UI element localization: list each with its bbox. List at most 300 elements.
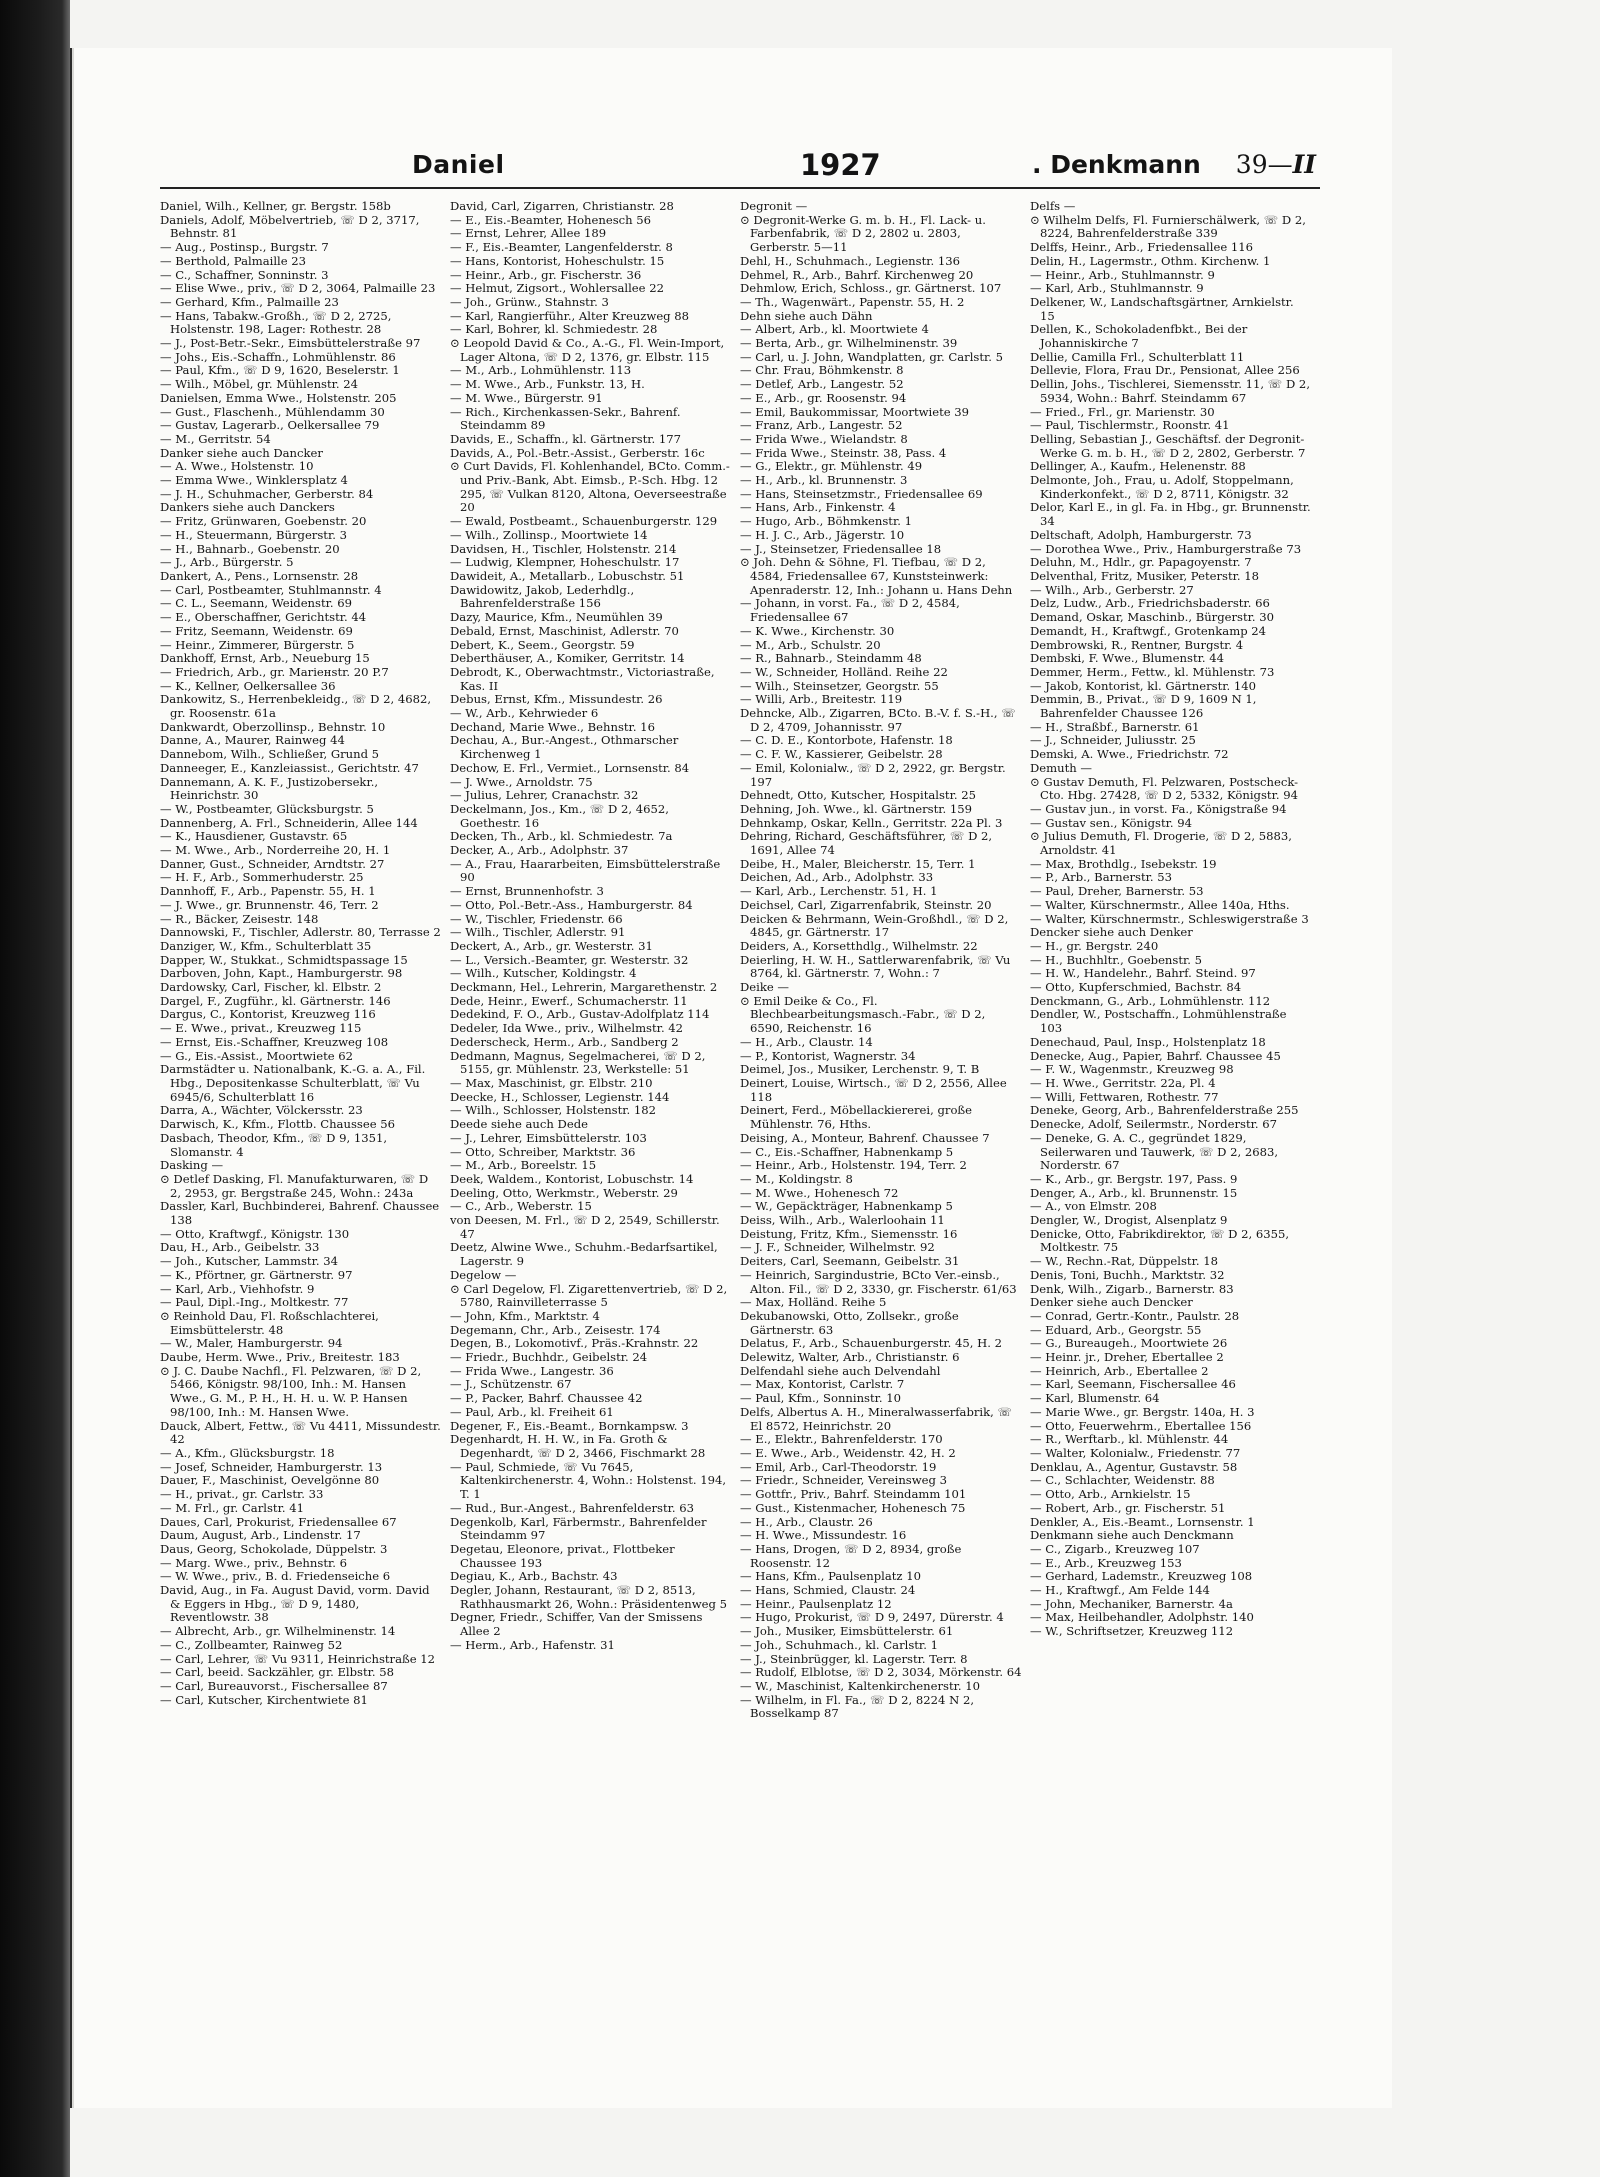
directory-entry: Delfs, Albertus A. H., Mineralwasserfabrik, ☏ El 8572, Heinrichstr. 20 bbox=[740, 1404, 1013, 1433]
directory-entry: Dechow, E. Frl., Vermiet., Lornsenstr. 84 bbox=[450, 760, 690, 775]
directory-entry: — Friedrich, Arb., gr. Mariенstr. 20 P.7 bbox=[160, 664, 389, 679]
directory-entry: Daues, Carl, Prokurist, Friedensallee 67 bbox=[160, 1514, 397, 1529]
page-content bbox=[160, 148, 1320, 2048]
directory-entry: — H., Kraftwgf., Am Felde 144 bbox=[1030, 1583, 1210, 1598]
directory-entry: — Th., Wagenwärt., Papenstr. 55, H. 2 bbox=[740, 294, 965, 309]
directory-entry: — Paul, Dreher, Barnerstr. 53 bbox=[1030, 884, 1204, 899]
directory-entry: ⊙ Gustav Demuth, Fl. Pelzwaren, Postscheck-Cto. Hbg. 27428, ☏ D 2, 5332, Königstr. 94 bbox=[1030, 774, 1299, 803]
directory-entry: — Hans, Kfm., Paulsenplatz 10 bbox=[740, 1569, 921, 1584]
directory-entry: — Fritz, Seemann, Weidenstr. 69 bbox=[160, 623, 353, 638]
directory-entry: Daniels, Adolf, Möbelvertrieb, ☏ D 2, 3717, Behnstr. 81 bbox=[160, 212, 420, 241]
directory-entry: — Wilh., Zollinsp., Moortwiete 14 bbox=[450, 527, 648, 542]
directory-entry: Dehl, H., Schuhmach., Legienstr. 136 bbox=[740, 253, 961, 268]
directory-entry: Dembski, F. Wwe., Blumenstr. 44 bbox=[1030, 651, 1225, 666]
directory-entry: — A., von Elmstr. 208 bbox=[1030, 1199, 1157, 1214]
directory-entry: — Fritz, Grünwaren, Goebenstr. 20 bbox=[160, 514, 367, 529]
directory-entry: — Hans, Kontorist, Hoheschulstr. 15 bbox=[450, 253, 665, 268]
directory-entry: Dekubanowski, Otto, Zollsekr., große Gärtnerstr. 63 bbox=[740, 1308, 959, 1337]
directory-entry: — Ewald, Postbeamt., Schauenburgerstr. 129 bbox=[450, 514, 718, 529]
directory-entry: — Paul, Arb., kl. Freiheit 61 bbox=[450, 1404, 614, 1419]
directory-entry: Dargus, C., Kontorist, Kreuzweg 116 bbox=[160, 1007, 376, 1022]
directory-entry: Denecke, Adolf, Seilermstr., Norderstr. 67 bbox=[1030, 1117, 1278, 1132]
directory-entry: — Karl, Arb., Lerchenstr. 51, H. 1 bbox=[740, 884, 938, 899]
directory-entry: Dehncke, Alb., Zigarren, BCto. B.-V. f. S.-H., ☏ D 2, 4709, Johannisstr. 97 bbox=[740, 706, 1016, 734]
directory-entry: — J. Wwe., Arnoldstr. 75 bbox=[450, 774, 593, 789]
directory-entry: Delmonte, Joh., Frau, u. Adolf, Stoppelmann, Kinderkonfekt., ☏ D 2, 8711, Königstr. 32 bbox=[1030, 473, 1294, 501]
directory-entry: ⊙ Emil Deike & Co., Fl. Blechbearbeitungsmasch.-Fabr., ☏ D 2, 6590, Reichenstr. 16 bbox=[740, 993, 986, 1036]
directory-entry: Debrodt, K., Oberwachtmstr., Victoriastraße, Kas. II bbox=[450, 664, 715, 693]
directory-entry: — Friedr., Buchhdr., Geibelstr. 24 bbox=[450, 1350, 648, 1365]
directory-entry: — H., Buchhltr., Goebenstr. 5 bbox=[1030, 952, 1203, 967]
directory-entry: — C. F. W., Kassierer, Geibelstr. 28 bbox=[740, 747, 943, 762]
directory-entry: Danner, Gust., Schneider, Arndtstr. 27 bbox=[160, 856, 385, 871]
directory-entry: — Johann, in vorst. Fa., ☏ D 2, 4584, Friedensallee 67 bbox=[740, 596, 960, 625]
directory-entry: Dawidowitz, Jakob, Lederhdlg., Bahrenfelderstraße 156 bbox=[450, 582, 635, 611]
directory-entry: — M. Wwe., Hohenesch 72 bbox=[740, 1185, 899, 1200]
directory-entry: — Karl, Rangierführ., Alter Kreuzweg 88 bbox=[450, 308, 690, 323]
directory-entry: — H., Arb., Claustr. 14 bbox=[740, 1034, 873, 1049]
directory-entry: — H., Arb., Claustr. 26 bbox=[740, 1514, 873, 1529]
directory-entry: — W., Gepäckträger, Habnenkamp 5 bbox=[740, 1199, 953, 1214]
directory-entry: — L., Versich.-Beamter, gr. Westerstr. 32 bbox=[450, 952, 689, 967]
directory-entry: — Berta, Arb., gr. Wilhelminenstr. 39 bbox=[740, 336, 958, 351]
directory-entry: — Hans, Drogen, ☏ D 2, 8934, große Roosenstr. 12 bbox=[740, 1541, 962, 1570]
directory-entry: Dankers siehe auch Danckers bbox=[160, 500, 335, 515]
directory-entry: — P., Kontorist, Wagnerstr. 34 bbox=[740, 1048, 916, 1063]
directory-entry: — J., Lehrer, Eimsbüttelerstr. 103 bbox=[450, 1130, 647, 1145]
directory-entry: — Ernst, Eis.-Schaffner, Kreuzweg 108 bbox=[160, 1034, 389, 1049]
directory-entry: — G., Eis.-Assist., Moortwiete 62 bbox=[160, 1048, 354, 1063]
directory-entry: — C., Schaffner, Sonninstr. 3 bbox=[160, 267, 329, 282]
directory-entry: Deistung, Fritz, Kfm., Siemensstr. 16 bbox=[740, 1226, 958, 1241]
directory-entry: — Eduard, Arb., Georgstr. 55 bbox=[1030, 1322, 1202, 1337]
directory-entry: Demmer, Herm., Fettw., kl. Mühlenstr. 73 bbox=[1030, 664, 1275, 679]
directory-entry: — C., Arb., Weberstr. 15 bbox=[450, 1199, 592, 1214]
directory-entry: — Gustav jun., in vorst. Fa., Königstraße 94 bbox=[1030, 801, 1287, 816]
directory-entry: ⊙ Curt Davids, Fl. Kohlenhandel, BCto. Comm.- und Priv.-Bank, Abt. Eimsb., P.-Sch. Hbg. 12 295, ☏ Vulkan 8120, Altona, Oeverseestraße 20 bbox=[450, 459, 730, 515]
directory-entry: — Carl, Postbeamter, Stuhlmannstr. 4 bbox=[160, 582, 382, 597]
directory-entry: Debald, Ernst, Maschinist, Adlerstr. 70 bbox=[450, 623, 679, 638]
directory-entry: — R., Bäcker, Zeisestr. 148 bbox=[160, 911, 319, 926]
directory-entry: Darmstädter u. Nationalbank, K.-G. a. A., Fil. Hbg., Depositenkasse Schulterblatt, ☏ Vu 6945/6, Schulterblatt 16 bbox=[160, 1062, 426, 1104]
directory-entry: — Rudolf, Elblotse, ☏ D 2, 3034, Mörkenstr. 64 bbox=[740, 1665, 1022, 1680]
directory-entry: Deicken & Behrmann, Wein-Großhdl., ☏ D 2, 4845, gr. Gärtnerstr. 17 bbox=[740, 911, 1009, 940]
directory-entry: Demuth — bbox=[1030, 760, 1093, 775]
directory-entry: Dedmann, Magnus, Segelmacherei, ☏ D 2, 5155, gr. Mühlenstr. 23, Werkstelle: 51 bbox=[450, 1048, 706, 1077]
directory-entry: Dasking — bbox=[160, 1158, 224, 1173]
directory-entry: — Karl, Blumenstr. 64 bbox=[1030, 1391, 1160, 1406]
directory-entry: Daube, Herm. Wwe., Priv., Breitestr. 183 bbox=[160, 1350, 400, 1365]
directory-entry: — H. W., Handelehr., Bahrf. Steind. 97 bbox=[1030, 966, 1256, 981]
directory-entry: Dellen, K., Schokoladenfbkt., Bei der Johanniskirche 7 bbox=[1030, 322, 1248, 351]
directory-entry: Dannowski, F., Tischler, Adlerstr. 80, Terrasse 2 bbox=[160, 925, 441, 940]
directory-entry: ⊙ Detlef Dasking, Fl. Manufakturwaren, ☏ D 2, 2953, gr. Bergstraße 245, Wohn.: 243a bbox=[160, 1171, 429, 1200]
directory-entry: — Helmut, Zigsort., Wohlersallee 22 bbox=[450, 281, 664, 296]
directory-entry: — E., Arb., gr. Roosenstr. 94 bbox=[740, 390, 907, 405]
header-year: 1927 bbox=[800, 148, 881, 182]
directory-entry: — Emil, Kolonialw., ☏ D 2, 2922, gr. Bergstr. 197 bbox=[740, 760, 1006, 789]
directory-entry: — J. H., Schuhmacher, Gerberstr. 84 bbox=[160, 486, 374, 501]
directory-entry: — Frida Wwe., Langestr. 36 bbox=[450, 1363, 614, 1378]
directory-entry: — Aug., Postinsp., Burgstr. 7 bbox=[160, 240, 329, 255]
directory-entry: Degemann, Chr., Arb., Zeisestr. 174 bbox=[450, 1322, 661, 1337]
directory-entry: David, Aug., in Fa. August David, vorm. David & Eggers in Hbg., ☏ D 9, 1480, Reventlowstr. 38 bbox=[160, 1583, 430, 1625]
directory-entry: — K., Kellner, Oelkersallee 36 bbox=[160, 678, 336, 693]
page-header bbox=[160, 148, 1320, 182]
directory-entry: — Joh., Schuhmach., kl. Carlstr. 1 bbox=[740, 1637, 938, 1652]
directory-entry: — Hugo, Prokurist, ☏ D 9, 2497, Dürerstr. 4 bbox=[740, 1610, 1004, 1625]
directory-entry: — Hans, Schmied, Claustr. 24 bbox=[740, 1583, 916, 1598]
directory-entry: Demand, Oskar, Maschinb., Bürgerstr. 30 bbox=[1030, 610, 1275, 625]
directory-entry: ⊙ Joh. Dehn & Söhne, Fl. Tiefbau, ☏ D 2, 4584, Friedensallee 67, Kunststeinwerk: Apenraderstr. 12, Inh.: Johann u. Hans Dehn bbox=[740, 555, 1013, 597]
directory-entry: ⊙ Wilhelm Delfs, Fl. Furnierschälwerk, ☏ D 2, 8224, Bahrenfelderstraße 339 bbox=[1030, 212, 1306, 241]
directory-entry: — C., Schlachter, Weidenstr. 88 bbox=[1030, 1473, 1215, 1488]
directory-entry: Demmin, B., Privat., ☏ D 9, 1609 N 1, Bahrenfelder Chaussee 126 bbox=[1030, 692, 1257, 721]
directory-entry: Deeling, Otto, Werkmstr., Weberstr. 29 bbox=[450, 1185, 678, 1200]
directory-entry: — Karl, Seemann, Fischersallee 46 bbox=[1030, 1377, 1236, 1392]
header-last-name: . Denkmann bbox=[1032, 150, 1201, 179]
directory-entry: Deckert, A., Arb., gr. Westerstr. 31 bbox=[450, 938, 653, 953]
directory-entry: — Max, Kontorist, Carlstr. 7 bbox=[740, 1377, 905, 1392]
directory-entry: Dellinger, A., Kaufm., Helenenstr. 88 bbox=[1030, 459, 1246, 474]
directory-entry: Dembrowski, R., Rentner, Burgstr. 4 bbox=[1030, 637, 1244, 652]
directory-entry: — K., Hausdiener, Gustavstr. 65 bbox=[160, 829, 348, 844]
directory-entry: — Deneke, G. A. C., gegründet 1829, Seilerwaren und Tauwerk, ☏ D 2, 2683, Norderstr. 67 bbox=[1030, 1130, 1279, 1173]
directory-entry: Danker siehe auch Dancker bbox=[160, 445, 323, 460]
directory-entry: Dankhoff, Ernst, Arb., Neueburg 15 bbox=[160, 651, 370, 666]
directory-entry: — Franz, Arb., Langestr. 52 bbox=[740, 418, 903, 433]
directory-entry: — Gerhard, Kfm., Palmaille 23 bbox=[160, 294, 339, 309]
page-number bbox=[1236, 150, 1316, 179]
directory-entry: ⊙ Carl Degelow, Fl. Zigarettenvertrieb, ☏ D 2, 5780, Rainvilleterrasse 5 bbox=[450, 1281, 728, 1310]
directory-entry: Debus, Ernst, Kfm., Missundestr. 26 bbox=[450, 692, 663, 707]
directory-entry: Delfendahl siehe auch Delvendahl bbox=[740, 1363, 941, 1378]
column-4 bbox=[1030, 200, 1312, 2040]
directory-entry: — R., Bahnarb., Steindamm 48 bbox=[740, 651, 922, 666]
directory-entry: Dankowitz, S., Herrenbekleidg., ☏ D 2, 4682, gr. Roosenstr. 61a bbox=[160, 692, 432, 721]
directory-entry: von Deesen, M. Frl., ☏ D 2, 2549, Schillerstr. 47 bbox=[450, 1213, 720, 1241]
directory-entry: — Frida Wwe., Wielandstr. 8 bbox=[740, 431, 908, 446]
directory-entry: — K., Pförtner, gr. Gärtnerstr. 97 bbox=[160, 1267, 353, 1282]
directory-entry: Delatus, F., Arb., Schauenburgerstr. 45, H. 2 bbox=[740, 1336, 1003, 1351]
directory-entry: — J. F., Schneider, Wilhelmstr. 92 bbox=[740, 1240, 935, 1255]
directory-entry: Dechau, A., Bur.-Angest., Othmarscher Kirchenweg 1 bbox=[450, 733, 679, 762]
directory-entry: — Joh., Grünw., Stahnstr. 3 bbox=[450, 294, 609, 309]
directory-entry: — Heinr. jr., Dreher, Ebertallee 2 bbox=[1030, 1350, 1224, 1365]
directory-entry: Dehnkamp, Oskar, Kelln., Gerritstr. 22a Pl. 3 bbox=[740, 815, 1003, 830]
directory-entry: — A., Kfm., Glücksburgstr. 18 bbox=[160, 1445, 335, 1460]
directory-entry: — Heinr., Arb., Stuhlmannstr. 9 bbox=[1030, 267, 1215, 282]
directory-entry: Demandt, H., Kraftwgf., Grotenkamp 24 bbox=[1030, 623, 1267, 638]
directory-entry: — M., Gerritstr. 54 bbox=[160, 431, 271, 446]
directory-entry: Denkler, A., Eis.-Beamt., Lornsenstr. 1 bbox=[1030, 1514, 1255, 1529]
directory-entry: Denicke, Otto, Fabrikdirektor, ☏ D 2, 6355, Moltkestr. 75 bbox=[1030, 1226, 1290, 1255]
directory-entry: — W., Tischler, Friedenstr. 66 bbox=[450, 911, 623, 926]
directory-entry: Denckmann, G., Arb., Lohmühlenstr. 112 bbox=[1030, 993, 1271, 1008]
directory-entry: Deckmann, Hel., Lehrerin, Margarethenstr. 2 bbox=[450, 980, 718, 995]
directory-entry: — P., Packer, Bahrf. Chaussee 42 bbox=[450, 1391, 643, 1406]
directory-entry: Dellin, Johs., Tischlerei, Siemensstr. 11, ☏ D 2, 5934, Wohn.: Bahrf. Steindamm 67 bbox=[1030, 377, 1310, 405]
directory-entry: — Albrecht, Arb., gr. Wilhelminenstr. 14 bbox=[160, 1624, 396, 1639]
directory-entry: Deek, Waldem., Kontorist, Lobuschstr. 14 bbox=[450, 1171, 694, 1186]
directory-entry: — Walter, Kürschnermstr., Schleswigerstraße 3 bbox=[1030, 911, 1309, 926]
directory-entry: Dankwardt, Oberzollinsp., Behnstr. 10 bbox=[160, 719, 386, 734]
directory-entry: — Otto, Feuerwehrm., Ebertallee 156 bbox=[1030, 1418, 1252, 1433]
directory-entry: Decken, Th., Arb., kl. Schmiedestr. 7a bbox=[450, 829, 673, 844]
directory-entry: Dargel, F., Zugführ., kl. Gärtnerstr. 146 bbox=[160, 993, 391, 1008]
directory-entry: — H., Arb., kl. Brunnenstr. 3 bbox=[740, 473, 908, 488]
directory-entry: — Frida Wwe., Steinstr. 38, Pass. 4 bbox=[740, 445, 947, 460]
directory-entry: — Dorothea Wwe., Priv., Hamburgerstraße 73 bbox=[1030, 541, 1302, 556]
directory-entry: Dencker siehe auch Denker bbox=[1030, 925, 1193, 940]
directory-entry: Decker, A., Arb., Adolphstr. 37 bbox=[450, 843, 629, 858]
directory-entry: Dehnedt, Otto, Kutscher, Hospitalstr. 25 bbox=[740, 788, 976, 803]
directory-entry: — Carl, Kutscher, Kirchentwiete 81 bbox=[160, 1692, 368, 1707]
directory-entry: Degen, B., Lokomotivf., Präs.-Krahnstr. 22 bbox=[450, 1336, 699, 1351]
directory-entry: Deinert, Louise, Wirtsch., ☏ D 2, 2556, Allee 118 bbox=[740, 1076, 1007, 1104]
directory-entry: — E. Wwe., Arb., Weidenstr. 42, H. 2 bbox=[740, 1445, 956, 1460]
directory-entry: — M., Koldingstr. 8 bbox=[740, 1171, 853, 1186]
directory-entry: Deluhn, M., Hdlr., gr. Papagoyenstr. 7 bbox=[1030, 555, 1252, 570]
directory-entry: — H. F., Arb., Sommerhuderstr. 25 bbox=[160, 870, 364, 885]
directory-entry: — A. Wwe., Holstenstr. 10 bbox=[160, 459, 314, 474]
directory-entry: Dehning, Joh. Wwe., kl. Gärtnerstr. 159 bbox=[740, 801, 973, 816]
directory-entry: — Paul, Kfm., ☏ D 9, 1620, Beselerstr. 1 bbox=[160, 363, 400, 378]
directory-entry: Dau, H., Arb., Geibelstr. 33 bbox=[160, 1240, 320, 1255]
directory-entry: Dedeler, Ida Wwe., priv., Wilhelmstr. 42 bbox=[450, 1021, 684, 1036]
directory-entry: Daniel, Wilh., Kellner, gr. Bergstr. 158b bbox=[160, 200, 391, 213]
directory-entry: — Willi, Arb., Breitestr. 119 bbox=[740, 692, 903, 707]
directory-entry: — C. D. E., Kontorbote, Hafenstr. 18 bbox=[740, 733, 953, 748]
directory-entry: — Willi, Fettwaren, Rothestr. 77 bbox=[1030, 1089, 1219, 1104]
directory-entry: Dehmlow, Erich, Schloss., gr. Gärtnerst. 107 bbox=[740, 281, 1002, 296]
directory-entry: — K., Arb., gr. Bergstr. 197, Pass. 9 bbox=[1030, 1171, 1238, 1186]
column-1 bbox=[160, 200, 442, 2040]
directory-entry: — John, Mechaniker, Barnerstr. 4a bbox=[1030, 1596, 1233, 1611]
directory-page bbox=[70, 48, 1392, 2108]
directory-entry: Davids, E., Schaffn., kl. Gärtnerstr. 177 bbox=[450, 431, 682, 446]
directory-entry: — Otto, Schreiber, Marktstr. 36 bbox=[450, 1144, 636, 1159]
directory-entry: — P., Arb., Barnerstr. 53 bbox=[1030, 870, 1173, 885]
directory-entry: Deede siehe auch Dede bbox=[450, 1117, 588, 1132]
directory-entry: — R., Werftarb., kl. Mühlenstr. 44 bbox=[1030, 1432, 1229, 1447]
directory-entry: — Gust., Flaschenh., Mühlendamm 30 bbox=[160, 404, 385, 419]
directory-entry: ⊙ J. C. Daube Nachfl., Fl. Pelzwaren, ☏ D 2, 5466, Königstr. 98/100, Inh.: M. Hansen Wwe., G. M., P. H., H. H. u. W. P. Hansen 98/100, Inh.: M. Hansen Wwe. bbox=[160, 1363, 422, 1419]
directory-entry: — Max, Maschinist, gr. Elbstr. 210 bbox=[450, 1076, 653, 1090]
directory-entry: Darra, A., Wächter, Völckersstr. 23 bbox=[160, 1103, 363, 1118]
directory-entry: Denkmann siehe auch Denckmann bbox=[1030, 1528, 1234, 1543]
directory-entry: ⊙ Reinhold Dau, Fl. Roßschlachterei, Eimsbüttelerstr. 48 bbox=[160, 1308, 379, 1337]
directory-entry: — Emil, Baukommissar, Moortwiete 39 bbox=[740, 404, 970, 419]
directory-entry: — Ludwig, Klempner, Hoheschulstr. 17 bbox=[450, 555, 680, 570]
directory-entry: — H., Bahnarb., Goebenstr. 20 bbox=[160, 541, 340, 556]
directory-entry: — Fried., Frl., gr. Marienstr. 30 bbox=[1030, 404, 1215, 419]
directory-entry: Dechand, Marie Wwe., Behnstr. 16 bbox=[450, 719, 655, 734]
directory-entry: — Marg. Wwe., priv., Behnstr. 6 bbox=[160, 1555, 347, 1570]
directory-entry: — C., Zollbeamter, Rainweg 52 bbox=[160, 1637, 343, 1652]
directory-entry: Degenkolb, Karl, Färbermstr., Bahrenfelder Steindamm 97 bbox=[450, 1514, 707, 1543]
directory-entry: — Johs., Eis.-Schaffn., Lohmühlenstr. 86 bbox=[160, 349, 396, 364]
directory-entry: Deltschaft, Adolph, Hamburgerstr. 73 bbox=[1030, 527, 1252, 542]
directory-entry: — E., Arb., Kreuzweg 153 bbox=[1030, 1555, 1182, 1570]
directory-entry: Dellevie, Flora, Frau Dr., Pensionat, Allee 256 bbox=[1030, 363, 1300, 378]
directory-entry: ⊙ Julius Demuth, Fl. Drogerie, ☏ D 2, 5883, Arnoldstr. 41 bbox=[1030, 829, 1292, 858]
directory-entry: — Karl, Arb., Stuhlmannstr. 9 bbox=[1030, 281, 1204, 296]
directory-entry: — Rud., Bur.-Angest., Bahrenfelderstr. 63 bbox=[450, 1500, 695, 1515]
directory-entry: — Otto, Pol.-Betr.-Ass., Hamburgerstr. 84 bbox=[450, 897, 693, 912]
directory-entry: — Emma Wwe., Winklersplatz 4 bbox=[160, 473, 348, 488]
directory-entry: Deichsel, Carl, Zigarrenfabrik, Steinstr. 20 bbox=[740, 897, 992, 912]
directory-entry: — Hans, Steinsetzmstr., Friedensallee 69 bbox=[740, 486, 983, 501]
directory-entry: Dauer, F., Maschinist, Oevelgönne 80 bbox=[160, 1473, 380, 1488]
directory-entry: Dellie, Camilla Frl., Schulterblatt 11 bbox=[1030, 349, 1245, 364]
directory-entry: Dehmel, R., Arb., Bahrf. Kirchenweg 20 bbox=[740, 267, 974, 282]
directory-entry: Dengler, W., Drogist, Alsenplatz 9 bbox=[1030, 1213, 1228, 1228]
directory-entry: — Friedr., Schneider, Vereinsweg 3 bbox=[740, 1473, 948, 1488]
directory-entry: — W., Schriftsetzer, Kreuzweg 112 bbox=[1030, 1624, 1234, 1639]
directory-entry: Deiters, Carl, Seemann, Geibelstr. 31 bbox=[740, 1254, 960, 1269]
directory-entry: — H., Steuermann, Bürgerstr. 3 bbox=[160, 527, 347, 542]
directory-entry: ⊙ Degronit-Werke G. m. b. H., Fl. Lack- u. Farbenfabrik, ☏ D 2, 2802 u. 2803, Gerberstr. 5—11 bbox=[740, 212, 986, 255]
directory-entry: — Otto, Kupferschmied, Bachstr. 84 bbox=[1030, 980, 1242, 995]
directory-entry: Dardowsky, Carl, Fischer, kl. Elbstr. 2 bbox=[160, 980, 382, 995]
directory-entry: Denger, A., Arb., kl. Brunnenstr. 15 bbox=[1030, 1185, 1238, 1200]
directory-entry: — Robert, Arb., gr. Fischerstr. 51 bbox=[1030, 1500, 1226, 1515]
directory-entry: — M., Arb., Schulstr. 20 bbox=[740, 637, 881, 652]
directory-entry: Denklau, A., Agentur, Gustavstr. 58 bbox=[1030, 1459, 1238, 1474]
directory-entry: Danielsen, Emma Wwe., Holstenstr. 205 bbox=[160, 390, 397, 405]
directory-entry: — Paul, Schmiede, ☏ Vu 7645, Kaltenkirchenerstr. 4, Wohn.: Holstenst. 194, T. 1 bbox=[450, 1459, 727, 1502]
directory-entry: Denker siehe auch Dencker bbox=[1030, 1295, 1193, 1310]
directory-entry: — Gottfr., Priv., Bahrf. Steindamm 101 bbox=[740, 1487, 967, 1502]
directory-entry: Delz, Ludw., Arb., Friedrichsbaderstr. 66 bbox=[1030, 596, 1270, 611]
directory-entry: Daus, Georg, Schokolade, Düppelstr. 3 bbox=[160, 1541, 388, 1556]
directory-entry: — F., Eis.-Beamter, Langenfelderstr. 8 bbox=[450, 240, 673, 255]
directory-entry: Dendler, W., Postschaffn., Lohmühlenstraße 103 bbox=[1030, 1007, 1287, 1036]
directory-entry: Denk, Wilh., Zigarb., Barnerstr. 83 bbox=[1030, 1281, 1234, 1296]
directory-entry: Deinert, Ferd., Möbellackiererei, große Mühlenstr. 76, Hths. bbox=[740, 1103, 973, 1132]
directory-entry: Deckelmann, Jos., Km., ☏ D 2, 4652, Goethestr. 16 bbox=[450, 801, 669, 830]
directory-entry: Degelow — bbox=[450, 1267, 517, 1282]
directory-entry: Darwisch, K., Kfm., Flottb. Chaussee 56 bbox=[160, 1117, 395, 1132]
directory-entry: Deibe, H., Maler, Bleicherstr. 15, Terr. 1 bbox=[740, 856, 976, 871]
directory-entry: — Carl, Lehrer, ☏ Vu 9311, Heinrichstraße 12 bbox=[160, 1651, 436, 1666]
directory-entry: — J., Steinbrügger, kl. Lagerstr. Terr. 8 bbox=[740, 1651, 968, 1666]
directory-entry: — Heinr., Arb., gr. Fischerstr. 36 bbox=[450, 267, 642, 282]
directory-entry: — Heinrich, Sargindustrie, BCto Ver.-einsb., Alton. Fil., ☏ D 2, 3330, gr. Fischerstr. 61/63 bbox=[740, 1267, 1017, 1296]
directory-entry: — Emil, Arb., Carl-Theodorstr. 19 bbox=[740, 1459, 937, 1474]
directory-entry: Dannebom, Wilh., Schließer, Grund 5 bbox=[160, 747, 380, 762]
directory-entry: Deike — bbox=[740, 980, 790, 995]
directory-entry: Davidsen, H., Tischler, Holstenstr. 214 bbox=[450, 541, 677, 556]
directory-entry: — G., Elektr., gr. Mühlenstr. 49 bbox=[740, 459, 923, 474]
directory-entry: Delor, Karl E., in gl. Fa. in Hbg., gr. Brunnenstr. 34 bbox=[1030, 500, 1311, 529]
directory-entry: — Paul, Kfm., Sonninstr. 10 bbox=[740, 1391, 902, 1406]
directory-entry: Deecke, H., Schlosser, Legienstr. 144 bbox=[450, 1089, 670, 1104]
directory-entry: Degiau, K., Arb., Bachstr. 43 bbox=[450, 1569, 618, 1584]
directory-entry: ⊙ Leopold David & Co., A.-G., Fl. Wein-Import, Lager Altona, ☏ D 2, 1376, gr. Elbstr. 115 bbox=[450, 336, 725, 364]
directory-entry: Deiss, Wilh., Arb., Walerloohain 11 bbox=[740, 1213, 945, 1228]
directory-entry: — M., Arb., Lohmühlenstr. 113 bbox=[450, 363, 632, 378]
directory-entry: — Ernst, Lehrer, Allee 189 bbox=[450, 226, 607, 241]
directory-entry: Danneeger, E., Kanzleiassist., Gerichtstr. 47 bbox=[160, 760, 419, 775]
directory-entry: — W., Maler, Hamburgerstr. 94 bbox=[160, 1336, 343, 1351]
directory-entry: Dassler, Karl, Buchbinderei, Bahrenf. Chaussee 138 bbox=[160, 1199, 440, 1228]
directory-entry: — Elise Wwe., priv., ☏ D 2, 3064, Palmaille 23 bbox=[160, 281, 436, 296]
page-number-value: 39— bbox=[1235, 150, 1293, 179]
directory-entry: — Julius, Lehrer, Cranachstr. 32 bbox=[450, 788, 639, 803]
directory-entry: Dannhoff, F., Arb., Papenstr. 55, H. 1 bbox=[160, 884, 376, 899]
directory-entry: — W., Arb., Kehrwieder 6 bbox=[450, 706, 599, 721]
directory-entry: Dazy, Maurice, Kfm., Neumühlen 39 bbox=[450, 610, 663, 625]
book-binding-edge bbox=[0, 0, 70, 2177]
directory-entry: Degronit — bbox=[740, 200, 808, 213]
directory-entry: Daum, August, Arb., Lindenstr. 17 bbox=[160, 1528, 361, 1543]
header-rule bbox=[160, 187, 1320, 189]
directory-entry: Davids, A., Pol.-Betr.-Assist., Gerberstr. 16c bbox=[450, 445, 705, 460]
directory-entry: — J., Post-Betr.-Sekr., Eimsbüttelerstraße 97 bbox=[160, 336, 421, 351]
directory-entry: — Gustav sen., Königstr. 94 bbox=[1030, 815, 1193, 830]
directory-entry: Danne, A., Maurer, Rainweg 44 bbox=[160, 733, 345, 748]
directory-entry: — H., gr. Bergstr. 240 bbox=[1030, 938, 1159, 953]
directory-entry: — Walter, Kürschnermstr., Allee 140a, Hths. bbox=[1030, 897, 1290, 912]
directory-entry: — Gust., Kistenmacher, Hohenesch 75 bbox=[740, 1500, 966, 1515]
directory-entry: Delewitz, Walter, Arb., Christianstr. 6 bbox=[740, 1350, 960, 1365]
directory-entry: Deimel, Jos., Musiker, Lerchenstr. 9, T. B bbox=[740, 1062, 980, 1077]
directory-entry: Denechaud, Paul, Insp., Holstenplatz 18 bbox=[1030, 1034, 1266, 1049]
directory-entry: Degetau, Eleonore, privat., Flottbeker Chaussee 193 bbox=[450, 1541, 675, 1570]
directory-entry: Dasbach, Theodor, Kfm., ☏ D 9, 1351, Slomanstr. 4 bbox=[160, 1130, 388, 1159]
directory-entry: — Carl, Bureauvorst., Fischersallee 87 bbox=[160, 1678, 388, 1693]
directory-entry: — J. Wwe., gr. Brunnenstr. 46, Terr. 2 bbox=[160, 897, 379, 912]
directory-entry: — Marie Wwe., gr. Bergstr. 140a, H. 3 bbox=[1030, 1404, 1255, 1419]
directory-columns bbox=[160, 200, 1320, 2040]
directory-entry: — G., Bureaugeh., Moortwiete 26 bbox=[1030, 1336, 1228, 1351]
directory-entry: — W., Maschinist, Kaltenkirchenerstr. 10 bbox=[740, 1678, 981, 1693]
directory-entry: Danziger, W., Kfm., Schulterblatt 35 bbox=[160, 938, 372, 953]
directory-entry: — H. Wwe., Gerritstr. 22a, Pl. 4 bbox=[1030, 1076, 1216, 1090]
column-2 bbox=[450, 200, 732, 2040]
directory-entry: — M. Frl., gr. Carlstr. 41 bbox=[160, 1500, 304, 1515]
directory-entry: — Joh., Kutscher, Lammstr. 34 bbox=[160, 1254, 338, 1269]
directory-entry: David, Carl, Zigarren, Christianstr. 28 bbox=[450, 200, 674, 213]
directory-entry: — Otto, Kraftwgf., Königstr. 130 bbox=[160, 1226, 350, 1241]
directory-entry: Delventhal, Fritz, Musiker, Peterstr. 18 bbox=[1030, 568, 1260, 583]
directory-entry: Delfs — bbox=[1030, 200, 1076, 213]
directory-entry: — Karl, Arb., Viehhofstr. 9 bbox=[160, 1281, 315, 1296]
header-first-name: Daniel bbox=[412, 150, 505, 179]
directory-entry: — M., Arb., Boreelstr. 15 bbox=[450, 1158, 597, 1173]
directory-entry: — H. Wwe., Missundestr. 16 bbox=[740, 1528, 907, 1543]
directory-entry: — Heinr., Paulsenplatz 12 bbox=[740, 1596, 892, 1611]
directory-entry: — Herm., Arb., Hafenstr. 31 bbox=[450, 1637, 615, 1652]
directory-entry: Degner, Friedr., Schiffer, Van der Smissens Allee 2 bbox=[450, 1610, 703, 1639]
directory-entry: — C. L., Seemann, Weidenstr. 69 bbox=[160, 596, 353, 611]
directory-entry: Delffs, Heinr., Arb., Friedensallee 116 bbox=[1030, 240, 1254, 255]
directory-entry: — W. Wwe., priv., B. d. Friedenseiche 6 bbox=[160, 1569, 391, 1584]
directory-entry: — Gerhard, Lademstr., Kreuzweg 108 bbox=[1030, 1569, 1253, 1584]
directory-entry: — Wilh., Schlosser, Holstenstr. 182 bbox=[450, 1103, 657, 1118]
directory-entry: Debert, K., Seem., Georgstr. 59 bbox=[450, 637, 635, 652]
directory-entry: — Carl, beeid. Sackzähler, gr. Elbstr. 58 bbox=[160, 1665, 395, 1680]
directory-entry: — M. Wwe., Arb., Funkstr. 13, H. bbox=[450, 377, 645, 392]
directory-entry: Demski, A. Wwe., Friedrichstr. 72 bbox=[1030, 747, 1229, 762]
directory-entry: — Hans, Arb., Finkenstr. 4 bbox=[740, 500, 896, 515]
directory-entry: — Max, Holländ. Reihe 5 bbox=[740, 1295, 887, 1310]
directory-entry: — K. Wwe., Kirchenstr. 30 bbox=[740, 623, 895, 638]
directory-entry: — Max, Brothdlg., Isebekstr. 19 bbox=[1030, 856, 1217, 871]
directory-entry: — Ernst, Brunnenhofstr. 3 bbox=[450, 884, 604, 899]
